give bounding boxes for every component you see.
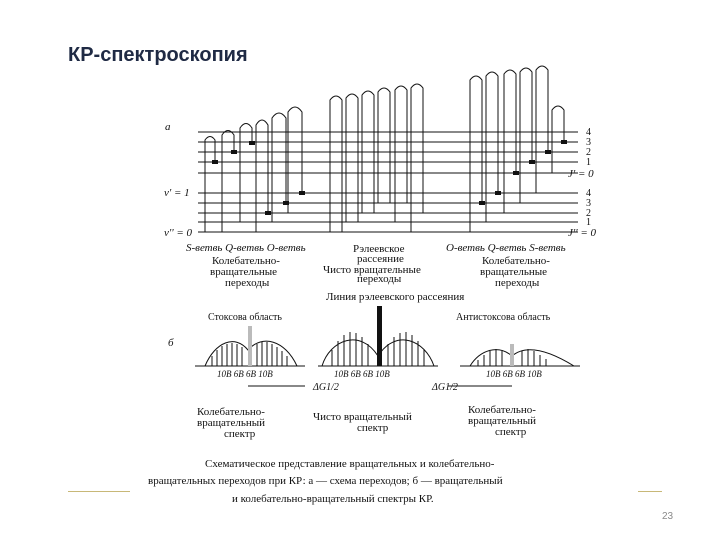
transition-arrows — [205, 66, 564, 232]
antistokes-q-branch — [510, 344, 514, 366]
level-marker — [299, 191, 305, 195]
transition-arrow — [272, 113, 286, 222]
left-transitions-label-1: Колебательно- — [212, 255, 280, 267]
j-number: 3 — [586, 137, 591, 148]
vib-level-v0-label: v'' = 0 — [164, 227, 193, 239]
right-transitions-label-3: переходы — [495, 277, 540, 289]
ticks-center-label: 10B 6B 6B 10B — [334, 369, 390, 379]
figure-caption-line-3: и колебательно-вращательный спектры КР. — [232, 493, 434, 505]
level-marker — [212, 160, 218, 164]
j-number: 1 — [586, 157, 591, 168]
j-number: 2 — [586, 147, 591, 158]
j-number: 3 — [586, 198, 591, 209]
page-number: 23 — [662, 511, 674, 522]
j-number: 1 — [586, 217, 591, 228]
level-marker — [479, 201, 485, 205]
transition-arrow — [378, 88, 390, 203]
level-marker — [249, 141, 255, 145]
branches-right-label: O-ветвь Q-ветвь S-ветвь — [446, 242, 566, 254]
j-double-prime-label: J'' = 0 — [568, 227, 597, 239]
energy-levels — [198, 132, 578, 232]
transition-arrow — [395, 86, 407, 222]
panel-a-label: а — [165, 121, 171, 133]
antistokes-region-label: Антистоксова область — [456, 312, 551, 323]
spectrum-right-label-2: вращательный — [468, 415, 537, 427]
stokes-region-label: Стоксова область — [208, 312, 282, 323]
level-marker — [283, 201, 289, 205]
spectrum-left-label-1: Колебательно- — [197, 406, 265, 418]
right-transitions-label-2: вращательные — [480, 266, 547, 278]
transition-arrow — [536, 66, 548, 193]
transition-arrow — [520, 68, 532, 203]
j-number: 4 — [586, 127, 591, 138]
rayleigh-label-2: рассеяние — [357, 253, 404, 265]
vib-level-v1-label: v' = 1 — [164, 187, 190, 199]
transition-arrow — [222, 131, 234, 233]
transition-arrow — [288, 107, 302, 213]
figure-caption-line-2: вращательных переходов при КР: а — схема переходов; б — вращательный — [148, 475, 503, 487]
spectrum-right-label-1: Колебательно- — [468, 404, 536, 416]
j-upper-numbers — [586, 127, 591, 168]
j-number: 4 — [586, 188, 591, 199]
transition-arrow — [486, 72, 498, 222]
spectrum-center-label-2: спектр — [357, 422, 389, 434]
transition-arrow — [552, 106, 564, 173]
delta-g-left-label: ΔG1/2 — [313, 382, 339, 393]
level-marker — [561, 140, 567, 144]
footer-rule-right — [638, 491, 662, 492]
transition-arrow — [256, 120, 268, 232]
spectrum-center-label-1: Чисто вращательный — [313, 411, 412, 423]
j-lower-numbers — [586, 188, 591, 228]
rayleigh-line — [377, 306, 382, 366]
level-marker — [231, 150, 237, 154]
j-number: 2 — [586, 208, 591, 219]
transition-arrow — [330, 96, 342, 232]
j-prime-label: J' = 0 — [568, 168, 594, 180]
transition-arrow — [411, 84, 423, 232]
ticks-right-label: 10B 6B 6B 10B — [486, 369, 542, 379]
level-marker — [545, 150, 551, 154]
figure-caption-line-1: Схематическое представление вращательных и колебательно- — [205, 458, 495, 470]
pure-rot-transitions-label-2: переходы — [357, 273, 402, 285]
rayleigh-label-1: Рэлеевское — [353, 243, 405, 255]
left-transitions-label-2: вращательные — [210, 266, 277, 278]
footer-rule-left — [68, 491, 130, 492]
spectrum-left-label-3: спектр — [224, 428, 256, 440]
stokes-q-branch — [248, 326, 252, 366]
rayleigh-scatter-line-label: Линия рэлеевского рассеяния — [326, 291, 465, 303]
panel-b-label: б — [168, 337, 174, 349]
level-marker — [265, 211, 271, 215]
delta-g-right-label: ΔG1/2 — [432, 382, 458, 393]
right-transitions-label-1: Колебательно- — [482, 255, 550, 267]
level-marker — [529, 160, 535, 164]
transition-arrow — [205, 137, 215, 233]
transition-arrow — [470, 76, 482, 232]
level-marker — [513, 171, 519, 175]
pure-rot-transitions-label: Чисто вращательные — [323, 264, 421, 276]
spectrum-left-label-2: вращательный — [197, 417, 266, 429]
branches-left-label: S-ветвь Q-ветвь O-ветвь — [186, 242, 306, 254]
level-marker — [495, 191, 501, 195]
left-transitions-label-3: переходы — [225, 277, 270, 289]
slide-title: КР-спектроскопия — [68, 44, 248, 66]
ticks-left-label: 10B 6B 6B 10B — [217, 369, 273, 379]
spectrum-right-label-3: спектр — [495, 426, 527, 438]
